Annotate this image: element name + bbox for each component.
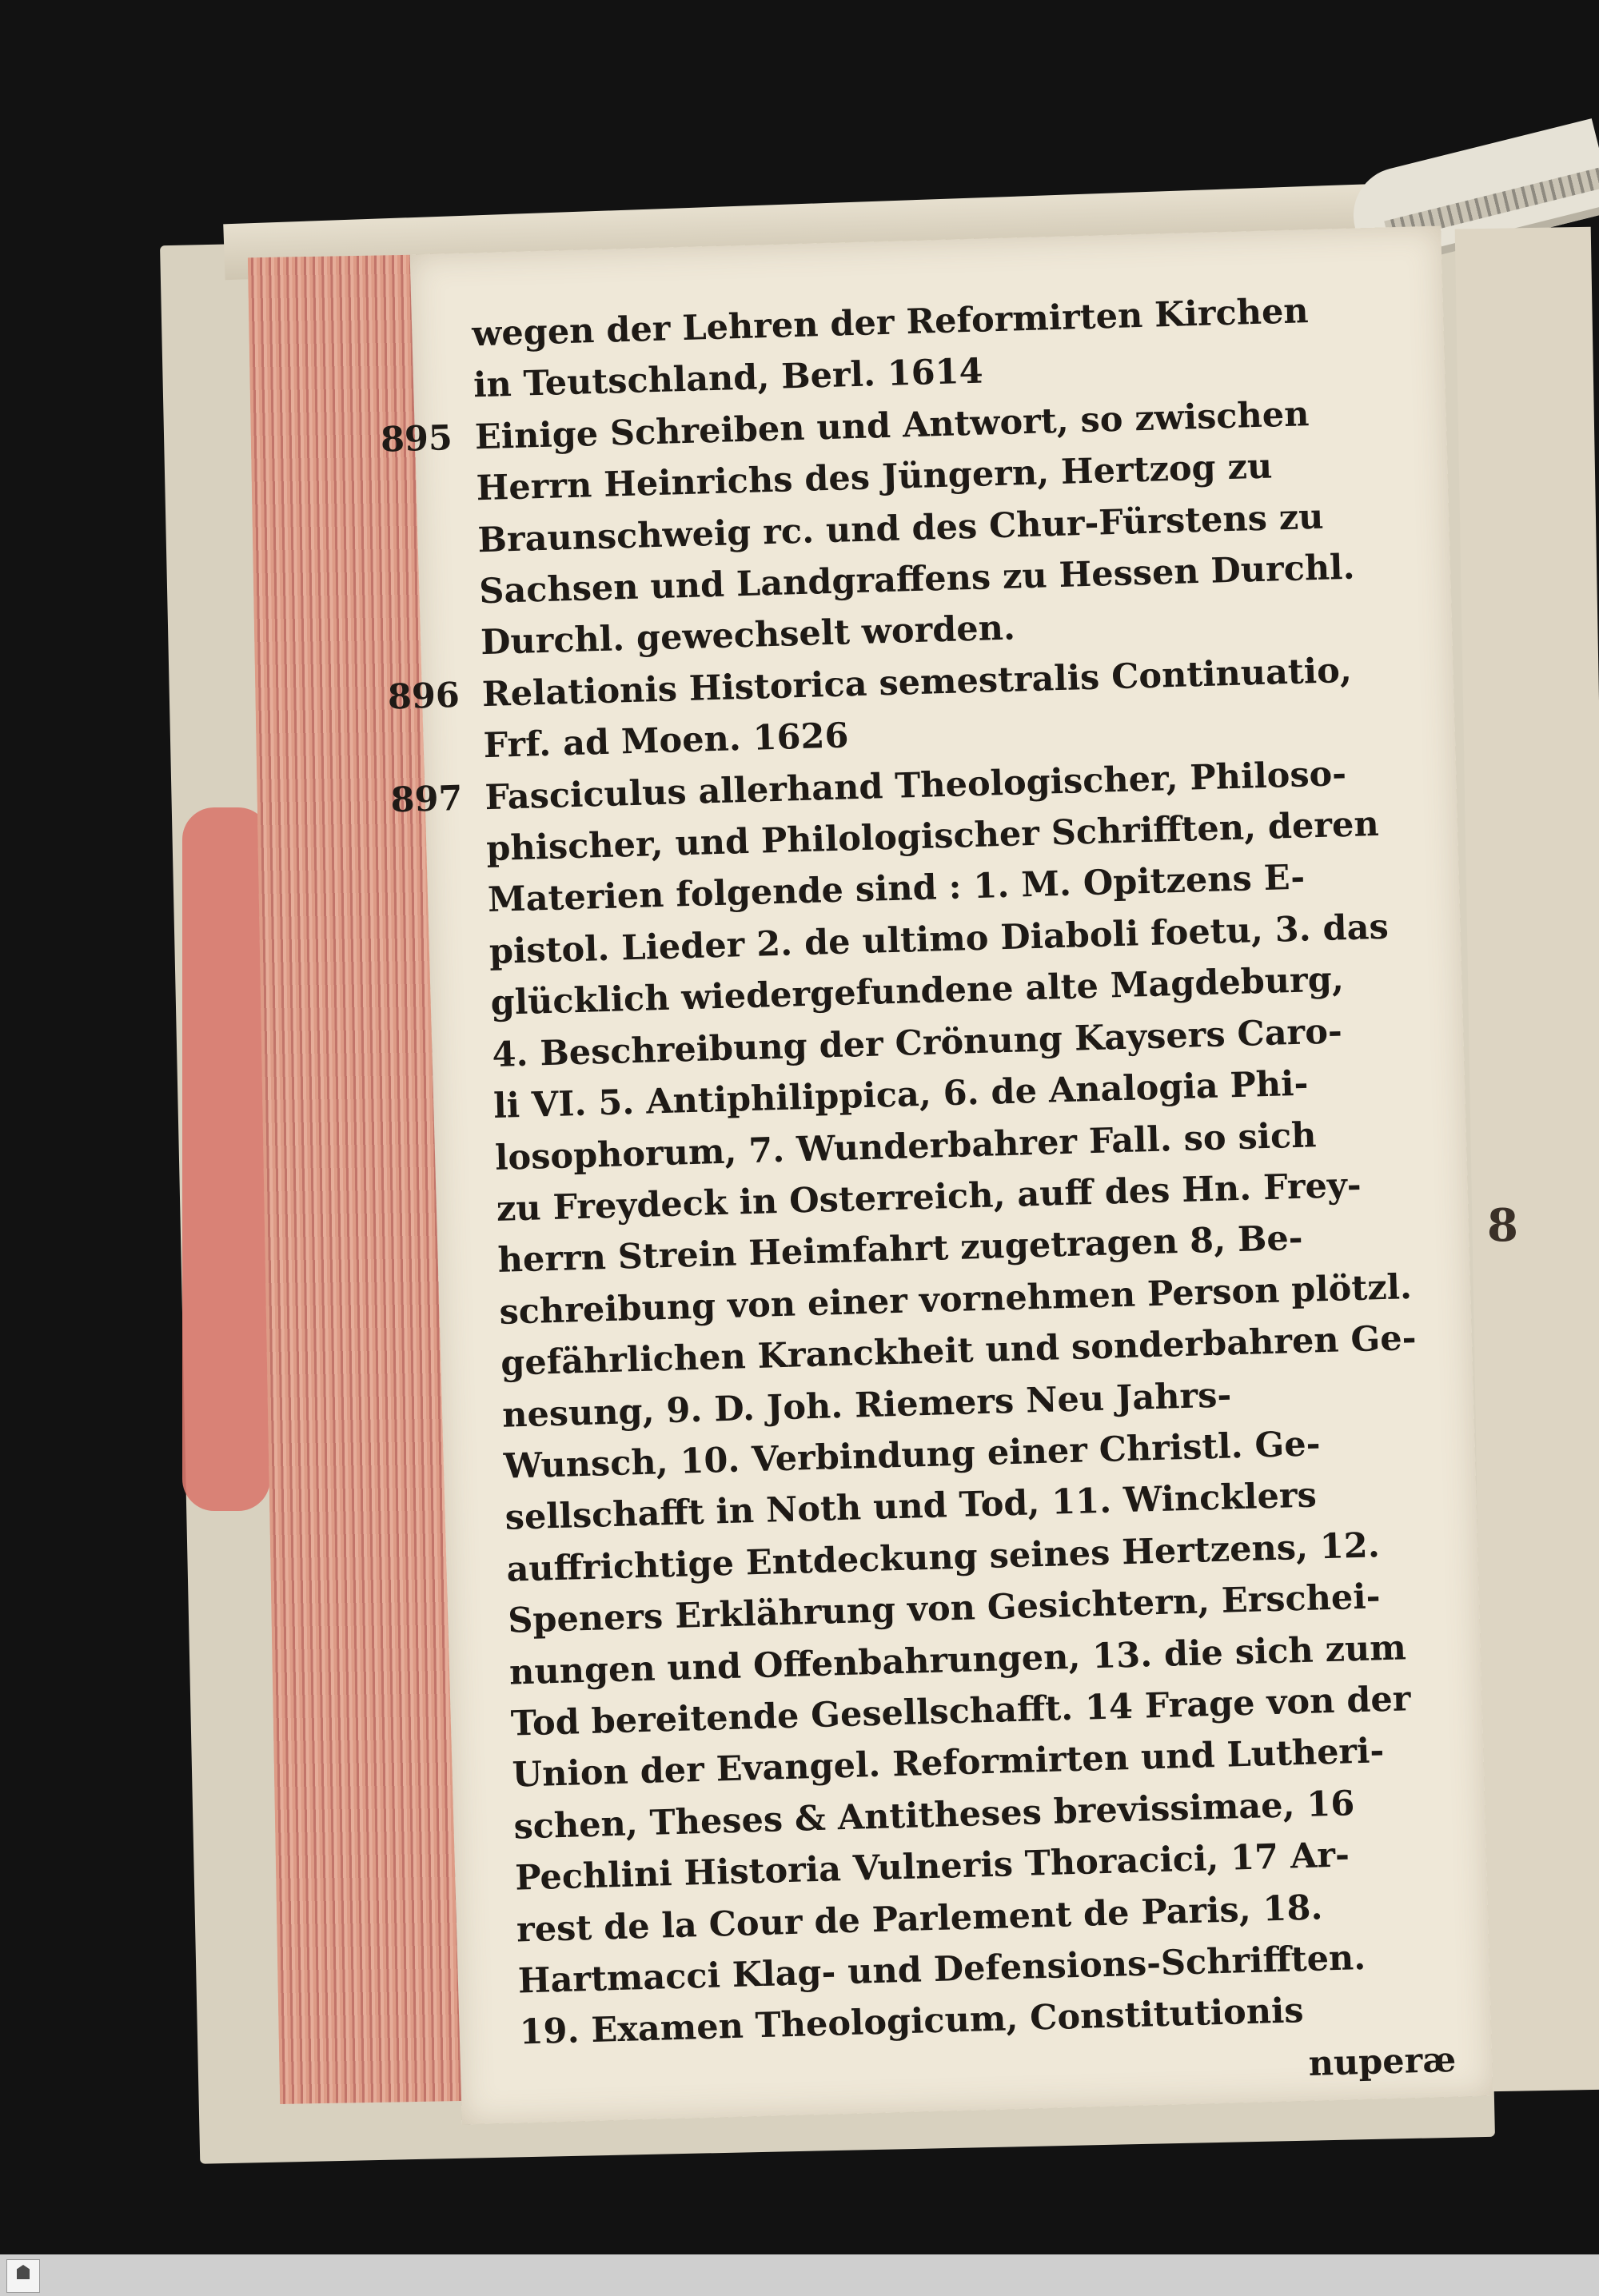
page-text <box>380 283 1457 2112</box>
entry-number: 897 <box>389 778 464 821</box>
entry-number: 896 <box>387 675 461 718</box>
entry-line: Materien folgende sind : 1. M. Opitzens E- <box>487 857 1306 921</box>
entry-line: Speners Erklährung von Gesichtern, Erschei- <box>507 1577 1382 1641</box>
entry-line: herrn Strein Heimfahrt zugetragen 8, Be- <box>497 1218 1304 1282</box>
entry-line: Durchl. gewechselt worden. <box>480 608 1016 664</box>
entry-line: Union der Evangel. Reformirten und Lutheri- <box>512 1731 1385 1796</box>
catchword: nuperæ <box>1307 2039 1457 2084</box>
opening-line: wegen der Lehren der Reformirten Kirchen <box>471 291 1310 355</box>
entry-line: Pechlini Historia Vulneris Thoracici, 17 Ar- <box>514 1835 1350 1899</box>
entry-line: nungen und Offenbahrungen, 13. die sich zum <box>508 1627 1407 1693</box>
entry-line: nesung, 9. D. Joh. Riemers Neu Jahrs- <box>501 1374 1232 1436</box>
entry-line: Tod bereitende Gesellschafft. 14 Frage von der <box>510 1679 1412 1744</box>
opening-line: in Teutschland, Berl. 1614 <box>473 351 984 406</box>
catalog-page <box>380 225 1493 2124</box>
facing-page-fragment: 8 <box>1487 1199 1518 1252</box>
entry-line: 4. Beschreibung der Crönung Kaysers Caro- <box>491 1010 1343 1075</box>
viewer-bottom-bar <box>0 2254 1599 2296</box>
entry-line: Wunsch, 10. Verbindung einer Christl. Ge- <box>503 1424 1322 1487</box>
entry-line: li VI. 5. Antiphilippica, 6. de Analogia Phi- <box>492 1063 1309 1127</box>
catalog-entry-897 <box>389 746 1456 2059</box>
entry-line: Braunschweig rc. und des Chur-Fürstens zu <box>477 496 1325 560</box>
entry-line: pistol. Lieder 2. de ultimo Diaboli foetu, 3. das <box>488 907 1390 972</box>
entry-line: Relationis Historica semestralis Continuatio, <box>481 650 1353 715</box>
entry-line: schen, Theses & Antitheses brevissimae, 16 <box>512 1784 1355 1848</box>
entry-line: Hartmacci Klag- und Defensions-Schrifften. <box>517 1937 1366 2002</box>
entry-line: losophorum, 7. Wunderbahrer Fall. so sich <box>494 1114 1318 1178</box>
entry-line: Fasciculus allerhand Theologischer, Philoso- <box>484 753 1347 818</box>
red-marbled-endpaper <box>182 807 270 1511</box>
entry-line: zu Freydeck in Osterreich, auff des Hn. Frey- <box>496 1165 1362 1230</box>
entry-line: 19. Examen Theologicum, Constitutionis <box>519 1991 1305 2053</box>
entry-line: sellschafft in Noth und Tod, 11. Wincklers <box>504 1475 1318 1539</box>
entry-line: Einige Schreiben und Antwort, so zwischen <box>474 393 1310 458</box>
entry-line: phischer, und Philologischer Schrifften, deren <box>485 803 1380 870</box>
catalog-entry-895 <box>380 385 1417 669</box>
library-logo <box>6 2259 40 2293</box>
entry-line: rest de la Cour de Parlement de Paris, 18. <box>516 1887 1323 1951</box>
entry-line: Herrn Heinrichs des Jüngern, Hertzog zu <box>476 446 1273 509</box>
entry-line: schreibung von einer vornehmen Person plötzl. <box>498 1266 1413 1333</box>
entry-line: gefährlichen Kranckheit und sonderbahren Ge- <box>500 1317 1418 1384</box>
entry-line: auffrichtige Entdeckung seines Hertzens, 12. <box>505 1525 1381 1590</box>
library-logo-mark <box>17 2265 30 2279</box>
entry-line: Frf. ad Moen. 1626 <box>483 716 850 767</box>
entry-line: Sachsen und Landgraffens zu Hessen Durchl. <box>478 547 1356 612</box>
entry-number: 895 <box>380 417 453 460</box>
entry-line: glücklich wiedergefundene alte Magdeburg, <box>490 959 1345 1024</box>
